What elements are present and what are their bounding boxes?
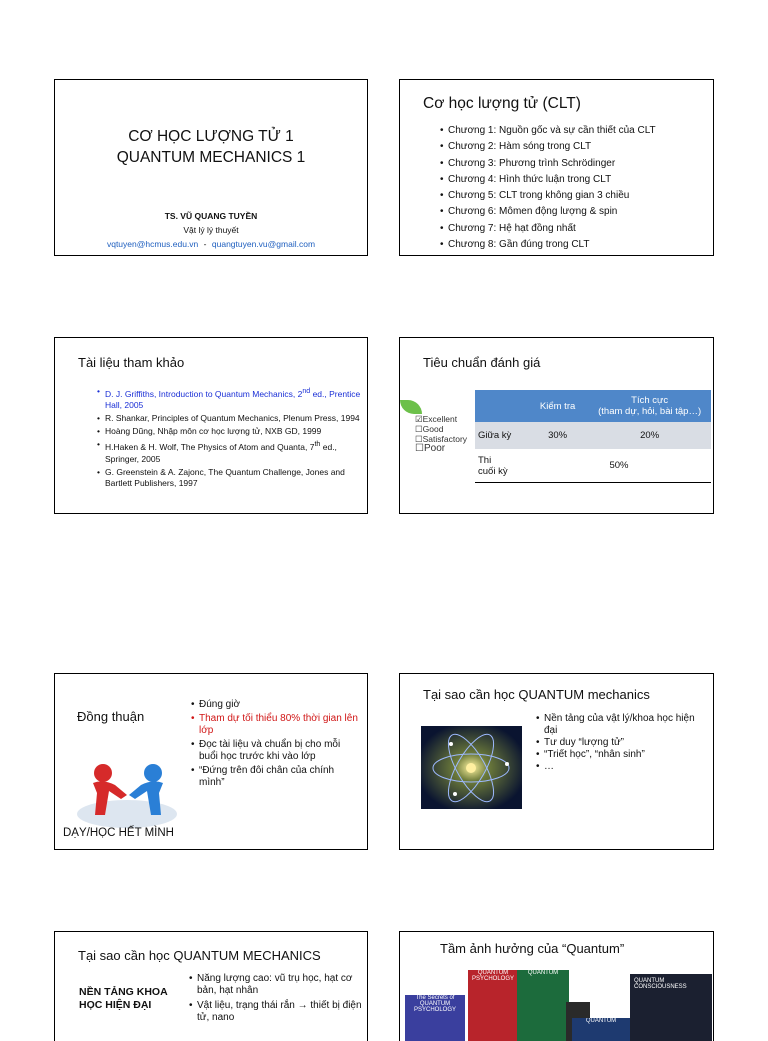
agreement-item: • “Đứng trên đôi chân của chính mình” <box>191 765 359 789</box>
foundation-line: NỀN TẢNG KHOA <box>79 986 168 998</box>
chapter-item: • Chương 6: Mômen động lượng & spin <box>440 204 656 220</box>
checkbox-item: ☐Satisfactory <box>415 434 468 444</box>
label-line: Thi <box>478 454 492 466</box>
application-item: • Vật liệu, trạng thái rắn → thiết bị điện tử, nano <box>189 1000 365 1024</box>
email-separator: - <box>203 239 207 249</box>
book-cover: QUANTUM <box>572 1018 630 1041</box>
slide-heading: Tài liệu tham khảo <box>78 355 185 370</box>
author-dept: Vật lý lý thuyết <box>183 225 239 235</box>
slide-title-line1: CƠ HỌC LƯỢNG TỬ 1 <box>128 128 294 145</box>
ref-text: Hoàng Dũng, Nhập môn cơ học lượng tử, NXB GD, 1999 <box>105 426 322 437</box>
table-cell: 30% <box>527 422 588 449</box>
book-cover: QUANTUM <box>517 970 569 1041</box>
author-name: TS. VŨ QUANG TUYỀN <box>164 211 258 221</box>
slide-quantum-influence <box>399 931 714 1041</box>
table-header: Kiểm tra <box>527 390 588 422</box>
slide-heading: Cơ học lượng tử (CLT) <box>423 95 581 112</box>
reference-item <box>97 439 362 465</box>
email-link-1[interactable]: vqtuyen@hcmus.edu.vn <box>106 239 199 249</box>
header-line: Tích cực <box>631 395 669 406</box>
table-row <box>475 449 711 483</box>
slide-title-line2: QUANTUM MECHANICS 1 <box>116 149 306 166</box>
slide-heading: Tiêu chuẩn đánh giá <box>423 355 541 370</box>
slide-why-quantum-2 <box>54 931 368 1041</box>
author-emails <box>55 239 367 249</box>
email-link-2[interactable]: quangtuyen.vu@gmail.com <box>211 239 316 249</box>
chapter-item: • Chương 7: Hệ hạt đồng nhất <box>440 221 656 237</box>
checkbox-label: Good <box>422 424 444 434</box>
evaluation-table <box>475 390 711 483</box>
chapter-item: • Chương 4: Hình thức luận trong CLT <box>440 172 656 188</box>
reason-item: • Nền tảng của vật lý/khoa học hiện đại <box>536 713 706 737</box>
ref-text: R. Shankar, Principles of Quantum Mechanics, Plenum Press, 1994 <box>105 413 360 424</box>
agreement-item: • Đọc tài liệu và chuẩn bị cho mỗi buổi học trước khi vào lớp <box>191 739 359 763</box>
reference-item <box>97 426 362 438</box>
agreement-item: • Đúng giờ <box>191 699 359 711</box>
row-label <box>475 449 527 483</box>
agreement-item: • Tham dự tối thiểu 80% thời gian lên lớp <box>191 713 359 737</box>
chapter-item: • Chương 3: Phương trình Schrödinger <box>440 156 656 172</box>
reference-list <box>97 386 362 491</box>
checkbox-label: Satisfactory <box>422 434 468 444</box>
handshake-figures-icon <box>75 759 180 829</box>
slide-why-quantum <box>399 673 714 850</box>
chapter-item: • Chương 2: Hàm sóng trong CLT <box>440 139 656 155</box>
reason-item: • … <box>536 761 706 773</box>
ref-text: D. J. Griffiths, Introduction to Quantum Mechanics, 2 <box>105 388 303 399</box>
atom-orbit-icon <box>421 726 522 809</box>
checkbox-label: Poor <box>423 443 446 454</box>
slide-agreement <box>54 673 368 850</box>
consensus-label: Đồng thuận <box>77 709 145 724</box>
reason-list <box>536 713 706 773</box>
checkbox-item: ☑Excellent <box>415 414 458 424</box>
reason-item: • “Triết học”, “nhân sinh” <box>536 749 706 761</box>
ref-sup: nd <box>302 387 311 395</box>
reference-item <box>97 467 362 490</box>
table-header-empty <box>475 390 527 422</box>
checkbox-item: ☐Good <box>415 424 444 434</box>
header-line: (tham dự, hỏi, bài tập…) <box>598 406 702 417</box>
book-cover: QUANTUM CONSCIOUSNESS <box>630 974 712 1041</box>
leaf-icon <box>400 400 422 414</box>
foundation-line: HỌC HIỆN ĐẠI <box>79 999 152 1011</box>
footer-text: DẠY/HỌC HẾT MÌNH <box>63 827 174 839</box>
reference-item <box>97 386 362 412</box>
application-item: • Năng lượng cao: vũ trụ học, hạt cơ bản, hạt nhân <box>189 973 365 997</box>
table-cell: 50% <box>527 449 711 483</box>
reference-item <box>97 413 362 425</box>
label-line: cuối kỳ <box>478 465 508 477</box>
ref-text: H.Haken & H. Wolf, The Physics of Atom and Quanta, 7 <box>105 442 315 453</box>
slide-heading: Tại sao cần học QUANTUM mechanics <box>423 687 650 702</box>
slide-references <box>54 337 368 514</box>
slide-title <box>54 79 368 256</box>
reason-item: • Tư duy “lượng tử” <box>536 737 706 749</box>
ref-sup: th <box>314 440 321 449</box>
table-row <box>475 422 711 449</box>
ref-text: ed., Springer, 2005 <box>105 442 337 464</box>
chapter-item: • Chương 1: Nguồn gốc và sự cần thiết của CLT <box>440 123 656 139</box>
book-cover: The Secrets of QUANTUM PSYCHOLOGY <box>405 995 465 1041</box>
row-label: Giữa kỳ <box>475 422 527 449</box>
chapter-item: • Chương 5: CLT trong không gian 3 chiều <box>440 188 656 204</box>
slide-evaluation <box>399 337 714 514</box>
chapter-list <box>440 123 656 253</box>
table-header <box>588 390 711 422</box>
agreement-list <box>191 699 359 791</box>
ref-text: ed., Prentice Hall, 2005 <box>105 388 361 411</box>
ref-text: G. Greenstein & A. Zajonc, The Quantum Challenge, Jones and Bartlett Publishers, 1997 <box>105 466 345 489</box>
slide-heading: Tầm ảnh hưởng của “Quantum” <box>440 941 625 956</box>
checkbox-item: ☐Poor <box>415 443 446 454</box>
book-cover: QUANTUM PSYCHOLOGY <box>468 970 518 1041</box>
table-cell: 20% <box>588 422 711 449</box>
slide-course-outline <box>399 79 714 256</box>
rating-checklist <box>415 414 467 454</box>
slide-heading: Tại sao cần học QUANTUM MECHANICS <box>78 948 321 963</box>
foundation-label <box>79 986 168 1012</box>
checkbox-label: Excellent <box>422 414 458 424</box>
application-list <box>189 973 365 1027</box>
chapter-item: • Chương 8: Gần đúng trong CLT <box>440 237 656 253</box>
